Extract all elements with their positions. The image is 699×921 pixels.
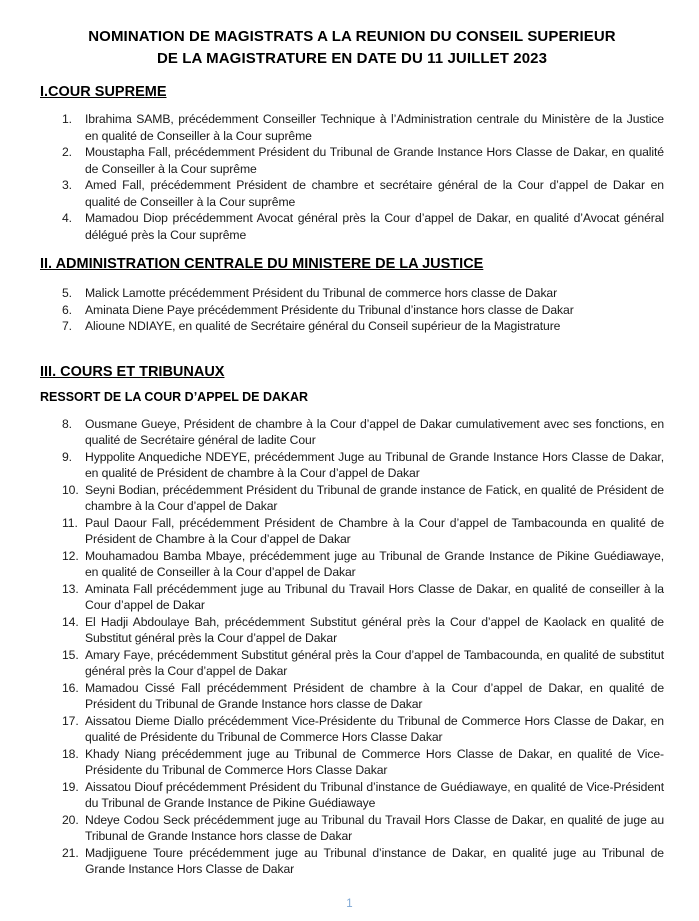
section-2 bbox=[40, 255, 664, 335]
list-item bbox=[40, 548, 664, 581]
item-text: Amed Fall, précédemment Président de chambre et secrétaire général de la Cour d’appel de Dakar en qualité de Conseiller à la Cour suprême bbox=[85, 178, 664, 209]
item-text: Alioune NDIAYE, en qualité de Secrétaire général du Conseil supérieur de la Magistrature bbox=[85, 319, 561, 333]
item-number: 14. bbox=[62, 614, 79, 629]
list-item bbox=[40, 285, 664, 302]
item-number: 4. bbox=[62, 211, 72, 225]
item-number: 20. bbox=[62, 812, 79, 827]
item-text: Madjiguene Toure précédemment juge au Tribunal d’instance de Dakar, en qualité juge au Tribunal de Grande Instance Hors Classe de Dakar bbox=[85, 845, 664, 876]
item-text: Seyni Bodian, précédemment Président du Tribunal de grande instance de Fatick, en qualité de Président de chambre à la Cour d’appel de Dakar bbox=[85, 482, 664, 513]
list-item bbox=[40, 177, 664, 210]
item-text: Malick Lamotte précédemment Président du Tribunal de commerce hors classe de Dakar bbox=[85, 286, 558, 300]
list-item bbox=[40, 515, 664, 548]
item-number: 6. bbox=[62, 302, 72, 317]
item-number: 8. bbox=[62, 416, 72, 431]
list-item bbox=[40, 746, 664, 779]
list-item bbox=[40, 449, 664, 482]
item-number: 19. bbox=[62, 779, 79, 794]
list-item bbox=[40, 647, 664, 680]
page-footer bbox=[0, 894, 699, 912]
section-3 bbox=[40, 363, 664, 878]
section-heading: I.COUR SUPREME bbox=[40, 84, 167, 100]
item-text: Moustapha Fall, précédemment Président du Tribunal de Grande Instance Hors Classe de Dakar, en qualité de Conseiller à la Cour suprême bbox=[85, 145, 664, 176]
section-heading: III. COURS ET TRIBUNAUX bbox=[40, 363, 225, 380]
list-item bbox=[40, 845, 664, 878]
list-item bbox=[40, 416, 664, 449]
list-item bbox=[40, 713, 664, 746]
numbered-list bbox=[40, 111, 664, 243]
list-item bbox=[40, 302, 664, 319]
title-line-2: DE LA MAGISTRATURE EN DATE DU 11 JUILLET 2023 bbox=[156, 50, 548, 67]
item-text: Ndeye Codou Seck précédemment juge au Tribunal du Travail Hors Classe de Dakar, en qualité de juge au Tribunal de Grande Instance hors classe de Dakar bbox=[85, 812, 664, 843]
page-number: 1 bbox=[346, 898, 353, 910]
item-number: 9. bbox=[62, 449, 72, 464]
list-item bbox=[40, 111, 664, 144]
section-subheading: RESSORT DE LA COUR D’APPEL DE DAKAR bbox=[40, 389, 309, 404]
item-text: Khady Niang précédemment juge au Tribunal de Commerce Hors Classe de Dakar, en qualité de Vice-Présidente du Tribunal de Commerce Hors Classe Dakar bbox=[85, 746, 664, 777]
list-item bbox=[40, 482, 664, 515]
title-line-1: NOMINATION DE MAGISTRATS A LA REUNION DU CONSEIL SUPERIEUR bbox=[88, 28, 616, 45]
item-number: 18. bbox=[62, 746, 79, 761]
item-number: 10. bbox=[62, 482, 79, 497]
list-item bbox=[40, 680, 664, 713]
document-title bbox=[40, 26, 664, 70]
section-heading: II. ADMINISTRATION CENTRALE DU MINISTERE DE LA JUSTICE bbox=[40, 256, 484, 272]
item-number: 1. bbox=[62, 112, 72, 126]
item-text: Ibrahima SAMB, précédemment Conseiller Technique à l’Administration centrale du Ministère de la Justice en qualité de Conseiller à la Cour suprême bbox=[85, 112, 664, 143]
item-number: 16. bbox=[62, 680, 79, 695]
item-number: 7. bbox=[62, 319, 72, 333]
item-text: Paul Daour Fall, précédemment Président de Chambre à la Cour d’appel de Tambacounda en qualité de Président de Chambre à la Cour d’appel de Dakar bbox=[85, 515, 664, 546]
item-number: 5. bbox=[62, 286, 72, 300]
item-number: 13. bbox=[62, 581, 79, 596]
list-item bbox=[40, 581, 664, 614]
item-text: Aminata Diene Paye précédemment Présidente du Tribunal d’instance hors classe de Dakar bbox=[85, 302, 574, 317]
item-number: 12. bbox=[62, 548, 79, 563]
item-text: El Hadji Abdoulaye Bah, précédemment Substitut général près la Cour d’appel de Kaolack en qualité de Substitut général près la Cour d’appel de Dakar bbox=[85, 614, 664, 645]
list-item bbox=[40, 210, 664, 243]
numbered-list bbox=[40, 285, 664, 335]
item-text: Ousmane Gueye, Président de chambre à la Cour d’appel de Dakar cumulativement avec ses fonctions, en qualité de Secrétaire général de ladite Cour bbox=[85, 416, 664, 447]
list-item bbox=[40, 144, 664, 177]
item-number: 2. bbox=[62, 145, 72, 159]
item-number: 17. bbox=[62, 713, 79, 728]
list-item bbox=[40, 614, 664, 647]
sections bbox=[40, 83, 664, 878]
item-text: Mamadou Cissé Fall précédemment Président de chambre à la Cour d’appel de Dakar, en qualité de Président du Tribunal de Grande Instance hors classe de Dakar bbox=[85, 680, 664, 711]
item-number: 21. bbox=[62, 845, 79, 860]
section-1 bbox=[40, 83, 664, 243]
item-text: Hyppolite Anquediche NDEYE, précédemment Juge au Tribunal de Grande Instance Hors Classe de Dakar, en qualité de Président de chambre à la Cour d’appel de Dakar bbox=[85, 449, 664, 480]
list-item bbox=[40, 779, 664, 812]
item-number: 3. bbox=[62, 178, 72, 192]
item-text: Amary Faye, précédemment Substitut général près la Cour d’appel de Tambacounda, en qualité de substitut général près la Cour d’appel de Dakar bbox=[85, 647, 664, 678]
list-item bbox=[40, 812, 664, 845]
item-text: Mouhamadou Bamba Mbaye, précédemment juge au Tribunal de Grande Instance de Pikine Guédiawaye, en qualité de Conseiller à la Cour d’appel de Dakar bbox=[85, 548, 664, 579]
numbered-list bbox=[40, 416, 664, 878]
item-text: Aissatou Dieme Diallo précédemment Vice-Présidente du Tribunal de Commerce Hors Classe de Dakar, en qualité de Présidente du Tribunal de Commerce Hors Classe Dakar bbox=[85, 713, 664, 744]
item-number: 11. bbox=[62, 515, 78, 530]
list-item bbox=[40, 318, 664, 335]
item-number: 15. bbox=[62, 647, 79, 662]
item-text: Aminata Fall précédemment juge au Tribunal du Travail Hors Classe de Dakar, en qualité de conseiller à la Cour d’appel de Dakar bbox=[85, 581, 664, 612]
item-text: Aissatou Diouf précédemment Président du Tribunal d’instance de Guédiawaye, en qualité de Vice-Président du Tribunal de Grande Instance de Pikine Guédiawaye bbox=[85, 779, 664, 810]
item-text: Mamadou Diop précédemment Avocat général près la Cour d’appel de Dakar, en qualité d’Avocat général délégué près la Cour suprême bbox=[85, 211, 664, 242]
